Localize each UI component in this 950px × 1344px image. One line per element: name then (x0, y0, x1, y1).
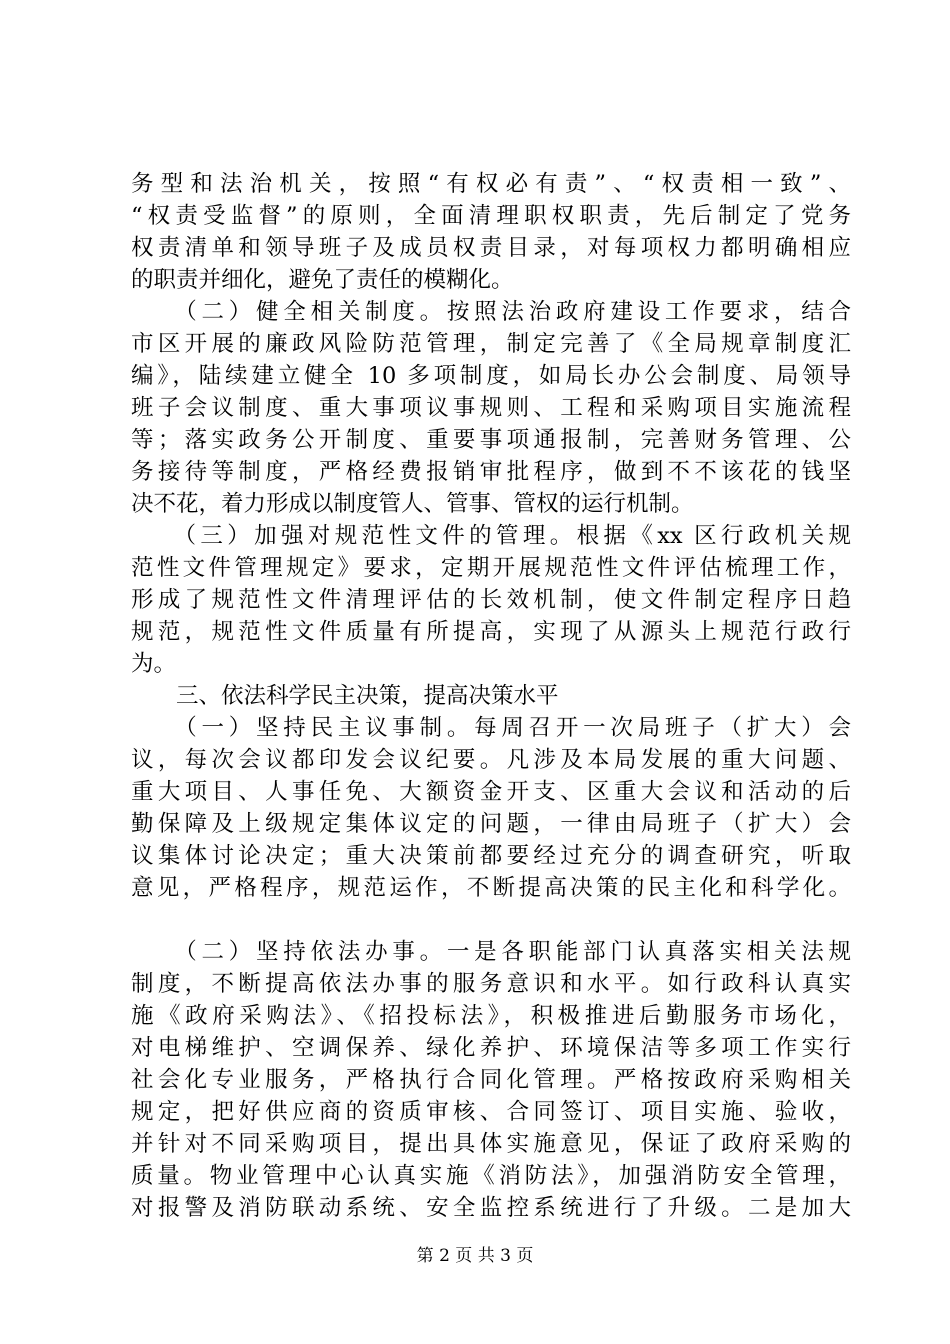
text-line: 意见，严格程序，规范运作，不断提高决策的民主化和科学化。 (131, 875, 851, 901)
text-line: 并针对不同采购项目，提出具体实施意见，保证了政府采购的 (131, 1131, 851, 1157)
text-line: 重大项目、人事任免、大额资金开支、区重大会议和活动的后 (131, 779, 851, 805)
text-line: 议，每次会议都印发会议纪要。凡涉及本局发展的重大问题、 (131, 747, 851, 773)
text-line: 议集体讨论决定；重大决策前都要经过充分的调查研究，听取 (131, 843, 851, 869)
page-footer: 第 2 页 共 3 页 (416, 1246, 534, 1266)
text-line: 编》，陆续建立健全 10 多项制度，如局长办公会制度、局领导 (131, 363, 851, 389)
text-line: 形成了规范性文件清理评估的长效机制，使文件制定程序日趋 (131, 587, 851, 613)
text-line: 决不花，着力形成以制度管人、管事、管权的运行机制。 (131, 491, 694, 517)
text-line: （二）坚持依法办事。一是各职能部门认真落实相关法规 (131, 939, 851, 965)
text-line: 制度，不断提高依法办事的服务意识和水平。如行政科认真实 (131, 971, 851, 997)
text-line: 班子会议制度、重大事项议事规则、工程和采购项目实施流程 (131, 395, 851, 421)
text-line: 规范，规范性文件质量有所提高，实现了从源头上规范行政行 (131, 619, 851, 645)
text-line: 的职责并细化，避免了责任的模糊化。 (131, 267, 514, 293)
text-line: “权责受监督”的原则，全面清理职权职责，先后制定了党务 (131, 203, 851, 229)
text-line: 等；落实政务公开制度、重要事项通报制，完善财务管理、公 (131, 427, 851, 453)
text-line: （一）坚持民主议事制。每周召开一次局班子（扩大）会 (131, 715, 851, 741)
text-line: 施《政府采购法》、《招投标法》，积极推进后勤服务市场化， (131, 1003, 851, 1029)
text-line: 务型和法治机关，按照“有权必有责”、“权责相一致”、 (131, 171, 851, 197)
text-line: 规定，把好供应商的资质审核、合同签订、项目实施、验收， (131, 1099, 851, 1125)
text-line: 勤保障及上级规定集体议定的问题，一律由局班子（扩大）会 (131, 811, 851, 837)
text-line: 三、依法科学民主决策，提高决策水平 (131, 683, 559, 709)
document-body (131, 168, 851, 1224)
text-line: 权责清单和领导班子及成员权责目录，对每项权力都明确相应 (131, 235, 851, 261)
text-line: 对报警及消防联动系统、安全监控系统进行了升级。二是加大 (131, 1195, 851, 1221)
text-line: （二）健全相关制度。按照法治政府建设工作要求，结合 (131, 299, 851, 325)
text-line: （三）加强对规范性文件的管理。根据《xx 区行政机关规 (131, 523, 851, 549)
text-line: 为。 (131, 651, 177, 677)
text-line: 务接待等制度，严格经费报销审批程序，做到不不该花的钱坚 (131, 459, 851, 485)
text-line: 范性文件管理规定》要求，定期开展规范性文件评估梳理工作， (131, 555, 851, 581)
text-line: 社会化专业服务，严格执行合同化管理。严格按政府采购相关 (131, 1067, 851, 1093)
text-line: 对电梯维护、空调保养、绿化养护、环境保洁等多项工作实行 (131, 1035, 851, 1061)
blank-line (131, 904, 851, 936)
text-line: 质量。物业管理中心认真实施《消防法》，加强消防安全管理， (131, 1163, 851, 1189)
text-line: 市区开展的廉政风险防范管理，制定完善了《全局规章制度汇 (131, 331, 851, 357)
